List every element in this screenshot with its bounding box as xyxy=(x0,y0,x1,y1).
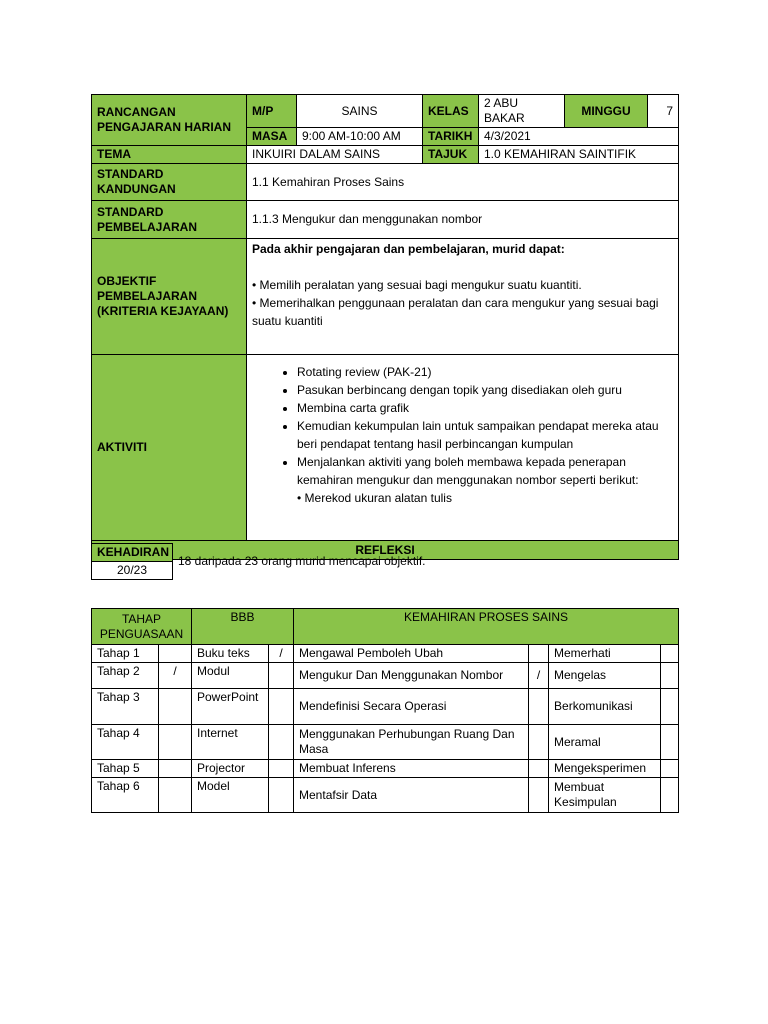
aktiviti-item: • Membina carta grafik xyxy=(297,399,673,417)
kps1-mark xyxy=(529,689,549,725)
tema-value: INKUIRI DALAM SAINS xyxy=(247,146,423,164)
aktiviti-list xyxy=(252,363,673,489)
tahap-mark xyxy=(159,689,192,725)
kps1-cell: Mengawal Pemboleh Ubah xyxy=(294,645,529,663)
tahap-cell: Tahap 3 xyxy=(92,689,159,725)
kps2-mark xyxy=(661,778,679,813)
refleksi-table xyxy=(91,543,679,580)
sk-value: 1.1 Kemahiran Proses Sains xyxy=(247,164,679,201)
mp-value: SAINS xyxy=(297,95,423,128)
kps2-cell: Mengeksperimen xyxy=(549,760,661,778)
kps2-cell: Memerhati xyxy=(549,645,661,663)
tarikh-label: TARIKH xyxy=(423,128,479,146)
masa-label: MASA xyxy=(247,128,297,146)
bbb-cell: Buku teks xyxy=(192,645,269,663)
kps2-mark xyxy=(661,645,679,663)
bbb-mark: / xyxy=(269,645,294,663)
sp-value: 1.1.3 Mengukur dan menggunakan nombor xyxy=(247,201,679,239)
kps2-mark xyxy=(661,725,679,760)
kps1-mark: / xyxy=(529,663,549,689)
kelas-label: KELAS xyxy=(423,95,479,128)
bbb-mark xyxy=(269,725,294,760)
kps1-mark xyxy=(529,725,549,760)
aktiviti-item: • Menjalankan aktiviti yang boleh membawa kepada penerapan kemahiran mengukur dan menggunakan nombor seperti berikut: xyxy=(297,453,673,489)
tajuk-value: 1.0 KEMAHIRAN SAINTIFIK xyxy=(479,146,679,164)
minggu-label: MINGGU xyxy=(565,95,648,128)
tahap-cell: Tahap 4 xyxy=(92,725,159,760)
objektif-label: OBJEKTIF PEMBELAJARAN (KRITERIA KEJAYAAN) xyxy=(92,239,247,355)
kps2-mark xyxy=(661,689,679,725)
refleksi-text: 18 daripada 23 orang murid mencapai objektif. xyxy=(173,544,679,580)
tahap-mark xyxy=(159,760,192,778)
kps2-cell: Mengelas xyxy=(549,663,661,689)
minggu-value: 7 xyxy=(648,95,679,128)
aktiviti-content xyxy=(247,355,679,541)
tajuk-label: TAJUK xyxy=(423,146,479,164)
kps1-cell: Mentafsir Data xyxy=(294,778,529,813)
tahap-mark xyxy=(159,725,192,760)
kps1-mark xyxy=(529,778,549,813)
mp-label: M/P xyxy=(247,95,297,128)
tahap-mark xyxy=(159,645,192,663)
bbb-cell: Projector xyxy=(192,760,269,778)
rph-label: RANCANGAN PENGAJARAN HARIAN xyxy=(92,95,247,146)
sk-label: STANDARD KANDUNGAN xyxy=(92,164,247,201)
bbb-cell: Internet xyxy=(192,725,269,760)
kelas-value: 2 ABU BAKAR xyxy=(479,95,565,128)
aktiviti-label: AKTIVITI xyxy=(92,355,247,541)
kps1-mark xyxy=(529,645,549,663)
objektif-item-1: • Memilih peralatan yang sesuai bagi mengukur suatu kuantiti. xyxy=(252,278,582,292)
tahap-cell: Tahap 2 xyxy=(92,663,159,689)
tarikh-value: 4/3/2021 xyxy=(479,128,679,146)
refleksi-header: REFLEKSI xyxy=(92,541,679,560)
tahap-cell: Tahap 5 xyxy=(92,760,159,778)
kps1-mark xyxy=(529,760,549,778)
kps1-cell: Mengukur Dan Menggunakan Nombor xyxy=(294,663,529,689)
kps1-cell: Mendefinisi Secara Operasi xyxy=(294,689,529,725)
kps2-mark xyxy=(661,663,679,689)
tahap-cell: Tahap 1 xyxy=(92,645,159,663)
kps1-cell: Membuat Inferens xyxy=(294,760,529,778)
kps2-mark xyxy=(661,760,679,778)
aktiviti-sub-item: • Merekod ukuran alatan tulis xyxy=(297,491,452,505)
tahap-header: TAHAP PENGUASAAN xyxy=(92,609,192,645)
kps2-cell: Membuat Kesimpulan xyxy=(549,778,661,813)
tema-label: TEMA xyxy=(92,146,247,164)
objektif-intro: Pada akhir pengajaran dan pembelajaran, murid dapat: xyxy=(252,242,565,256)
objektif-content xyxy=(247,239,679,355)
tahap-table xyxy=(91,608,679,813)
bbb-mark xyxy=(269,778,294,813)
bbb-mark xyxy=(269,663,294,689)
sp-label: STANDARD PEMBELAJARAN xyxy=(92,201,247,239)
aktiviti-item: • Pasukan berbincang dengan topik yang disediakan oleh guru xyxy=(297,381,673,399)
bbb-cell: PowerPoint xyxy=(192,689,269,725)
bbb-mark xyxy=(269,760,294,778)
bbb-header: BBB xyxy=(192,609,294,645)
aktiviti-item: • Rotating review (PAK-21) xyxy=(297,363,673,381)
bbb-cell: Modul xyxy=(192,663,269,689)
kps-header: KEMAHIRAN PROSES SAINS xyxy=(294,609,679,645)
rph-table xyxy=(91,94,679,560)
kehadiran-value: 20/23 xyxy=(92,562,173,580)
masa-value: 9:00 AM-10:00 AM xyxy=(297,128,423,146)
aktiviti-item: • Kemudian kekumpulan lain untuk sampaikan pendapat mereka atau beri pendapat tentang hasil perbincangan kumpulan xyxy=(297,417,673,453)
objektif-item-2: • Memerihalkan penggunaan peralatan dan cara mengukur yang sesuai bagi suatu kuantiti xyxy=(252,296,659,328)
kehadiran-label: KEHADIRAN xyxy=(92,544,173,562)
kps2-cell: Meramal xyxy=(549,725,661,760)
tahap-cell: Tahap 6 xyxy=(92,778,159,813)
kps2-cell: Berkomunikasi xyxy=(549,689,661,725)
tahap-mark: / xyxy=(159,663,192,689)
bbb-mark xyxy=(269,689,294,725)
kps1-cell: Menggunakan Perhubungan Ruang Dan Masa xyxy=(294,725,529,760)
bbb-cell: Model xyxy=(192,778,269,813)
tahap-mark xyxy=(159,778,192,813)
